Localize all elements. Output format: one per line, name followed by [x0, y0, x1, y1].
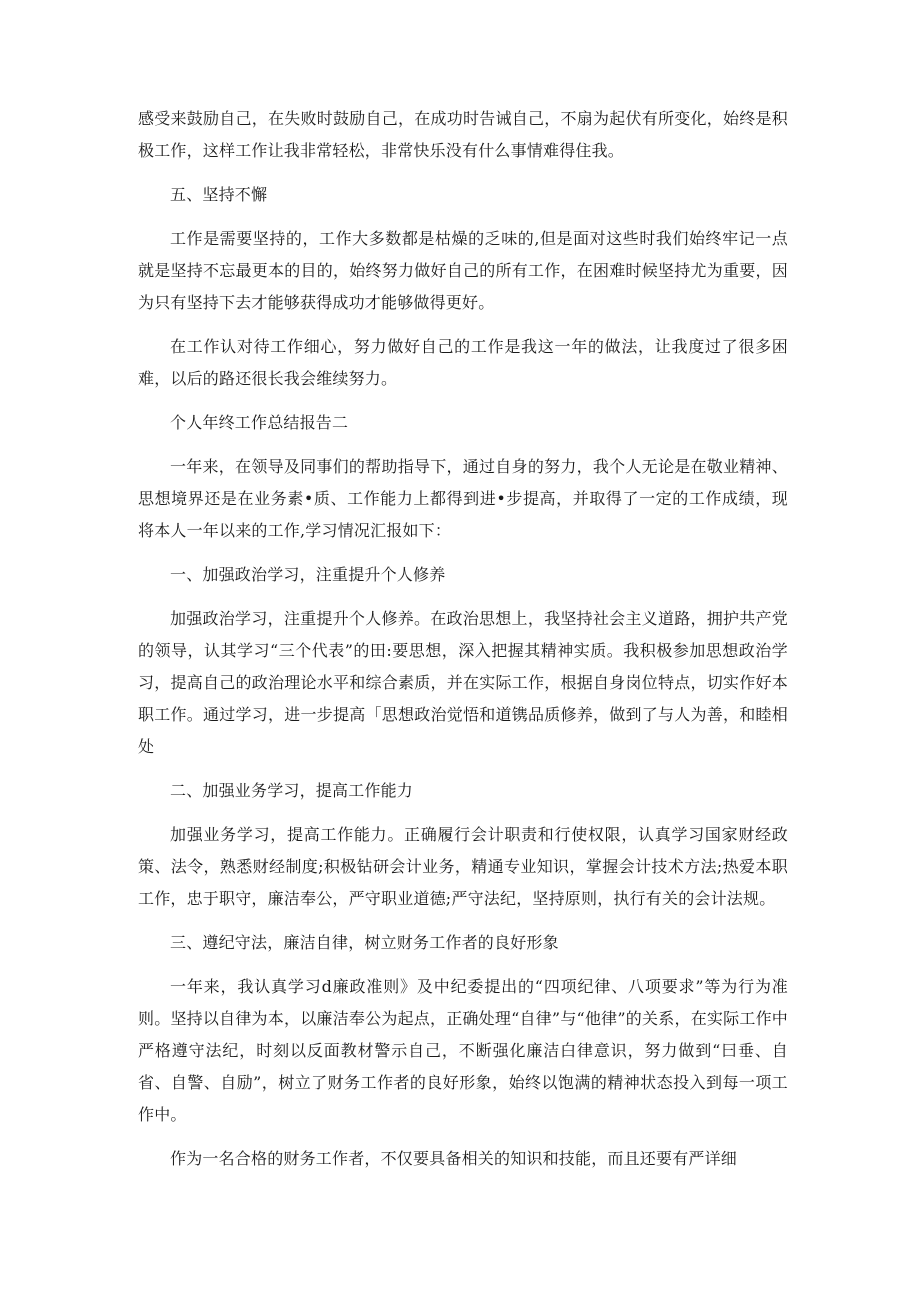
section-heading-1: 一、加强政治学习，注重提升个人修养 [170, 565, 446, 584]
paragraph-discipline: 一年来，我认真学习d廉政准则》及中纪委提出的“四项纪律、八项要求”等为行为准则。坚持以自律为本，以廉洁奉公为起点，正确处理“自律”与“他律”的关系，在实际工作中严格遵守法纪，时刻以反面教材警示自己，不断强化廉洁白律意识，努力做到“曰垂、自省、自警、自励”，树立了财务工作者的良好形象，始终以饱满的精神状态投入到每一项工作中。 [138, 977, 788, 1124]
paragraph-intro: 一年来，在领导及同事们的帮助指导下，通过自身的努力，我个人无论是在敬业精神、思想境界还是在业务素•质、工作能力上都得到进•步提高，并取得了一定的工作成绩，现将本人一年以来的工作,学习情况汇报如下： [138, 457, 788, 540]
document-page [138, 103, 788, 1187]
section-heading-3: 三、遵纪守法，廉洁自律，树立财务工作者的良好形象 [170, 933, 559, 952]
paragraph-closing: 作为一名合格的财务工作者，不仅要具备相关的知识和技能，而且还要有严详细 [170, 1149, 738, 1168]
paragraph-continuation: 感受来鼓励自己，在失败时鼓励自己，在成功时告诫自己，不扇为起伏有所变化，始终是积极工作，这样工作让我非常轻松，非常快乐没有什么事情难得住我。 [138, 109, 788, 160]
section-heading-2: 二、加强业务学习，提高工作能力 [170, 781, 414, 800]
paragraph-persistence: 工作是需要坚持的，工作大多数都是枯燥的乏味的,但是面对这些时我们始终牢记一点就是坚持不忘最更本的目的，始终努力做好自己的所有工作，在困难时候坚持尤为重要，因为只有坚持下去才能够获得成功才能够做得更好。 [138, 229, 788, 312]
section-heading-5: 五、坚持不懈 [170, 185, 268, 204]
paragraph-business-study: 加强业务学习，提高工作能力。正确履行会计职责和行使权限，认真学习国家财经政策、法令，熟悉财经制度;积极钻研会计业务，精通专业知识，掌握会计技术方法;热爱本职工作，忠于职守，廉洁奉公，严守职业道德;严守法纪，坚持原则，执行有关的会计法规。 [138, 825, 788, 908]
report-title: 个人年终工作总结报告二 [170, 413, 349, 432]
paragraph-political-study: 加强政治学习，注重提升个人修养。在政治思想上，我坚持社会主义道路，拥护共产党的领导，认其学习“三个代表”的田:要思想，深入把握其精神实质。我积极参加思想政治学习，提高自己的政治理论水平和综合素质，并在实际工作，根据自身岗位特点，切实作好本职工作。通过学习，进一步提高「思想政治觉悟和道镌品质修养，做到了与人为善，和睦相处 [138, 609, 788, 756]
paragraph-summary: 在工作认对待工作细心，努力做好自己的工作是我这一年的做法，让我度过了很多困难，以后的路还很长我会维续努力。 [138, 337, 788, 388]
